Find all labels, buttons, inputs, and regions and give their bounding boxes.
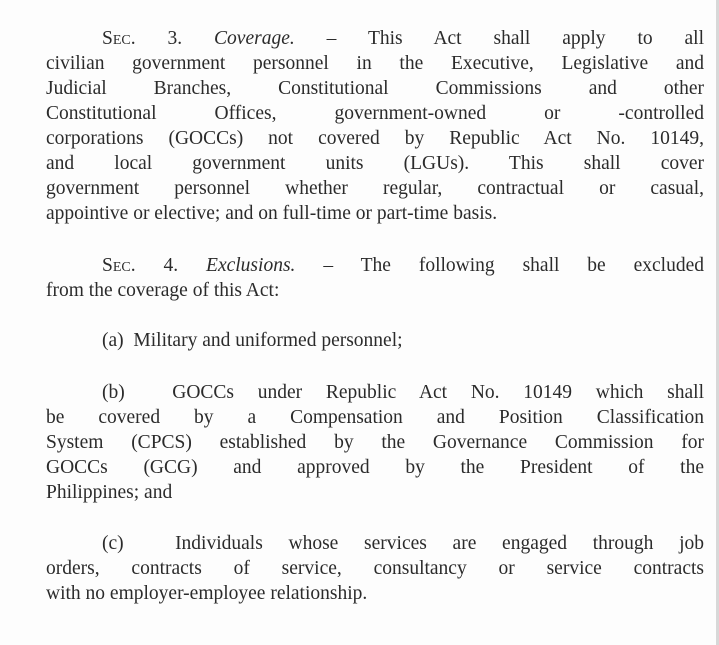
item-b-text-line-2: be covered by a Compensation and Position Classification [46, 407, 704, 428]
sec3-text-line-4: Constitutional Offices, government-owned or -controlled [46, 103, 704, 124]
sec3-text-line-3: Judicial Branches, Constitutional Commissions and other [46, 78, 704, 99]
item-b-text-line-1: GOCCs under Republic Act No. 10149 which shall [172, 382, 704, 403]
item-c-text-line-3: with no employer-employee relationship. [46, 583, 368, 604]
sec3-heading-line [102, 26, 704, 51]
sec3-text-line-1: This Act shall apply to all [367, 28, 705, 49]
sec3-number: Sec. 3. [102, 28, 183, 49]
item-c-first-line [102, 531, 704, 556]
item-a [102, 328, 704, 353]
item-b-first-line [102, 380, 704, 405]
sec3-text-line-5: corporations (GOCCs) not covered by Republic Act No. 10149, [46, 128, 704, 149]
sec4-text-line-1: The following shall be excluded [360, 255, 704, 276]
sec3-title: Coverage. [214, 28, 295, 49]
sec3-dash: – [326, 28, 337, 49]
sec3-text-line-6: and local government units (LGUs). This shall cover [46, 153, 704, 174]
sec4-number: Sec. 4. [102, 255, 179, 276]
sec4-text-line-2: from the coverage of this Act: [46, 280, 280, 301]
item-c-text-line-1: Individuals whose services are engaged through job [175, 533, 704, 554]
item-b-text-line-4: GOCCs (GCG) and approved by the President of the [46, 457, 704, 478]
item-b-text-line-3: System (CPCS) established by the Governance Commission for [46, 432, 704, 453]
item-b-label: (b) [102, 382, 125, 403]
sec4-title: Exclusions. [206, 255, 296, 276]
sec4-dash: – [323, 255, 334, 276]
item-a-label: (a) [102, 330, 124, 351]
sec3-text-line-8: appointive or elective; and on full-time or part-time basis. [46, 203, 498, 224]
sec4-heading-line [102, 253, 704, 278]
item-b-text-line-5: Philippines; and [46, 482, 173, 503]
sec3-text-line-7: government personnel whether regular, contractual or casual, [46, 178, 704, 199]
item-c-label: (c) [102, 533, 124, 554]
sec3-text-line-2: civilian government personnel in the Executive, Legislative and [46, 53, 704, 74]
item-a-text: Military and uniformed personnel; [133, 330, 403, 351]
item-c-text-line-2: orders, contracts of service, consultancy or service contracts [46, 558, 704, 579]
